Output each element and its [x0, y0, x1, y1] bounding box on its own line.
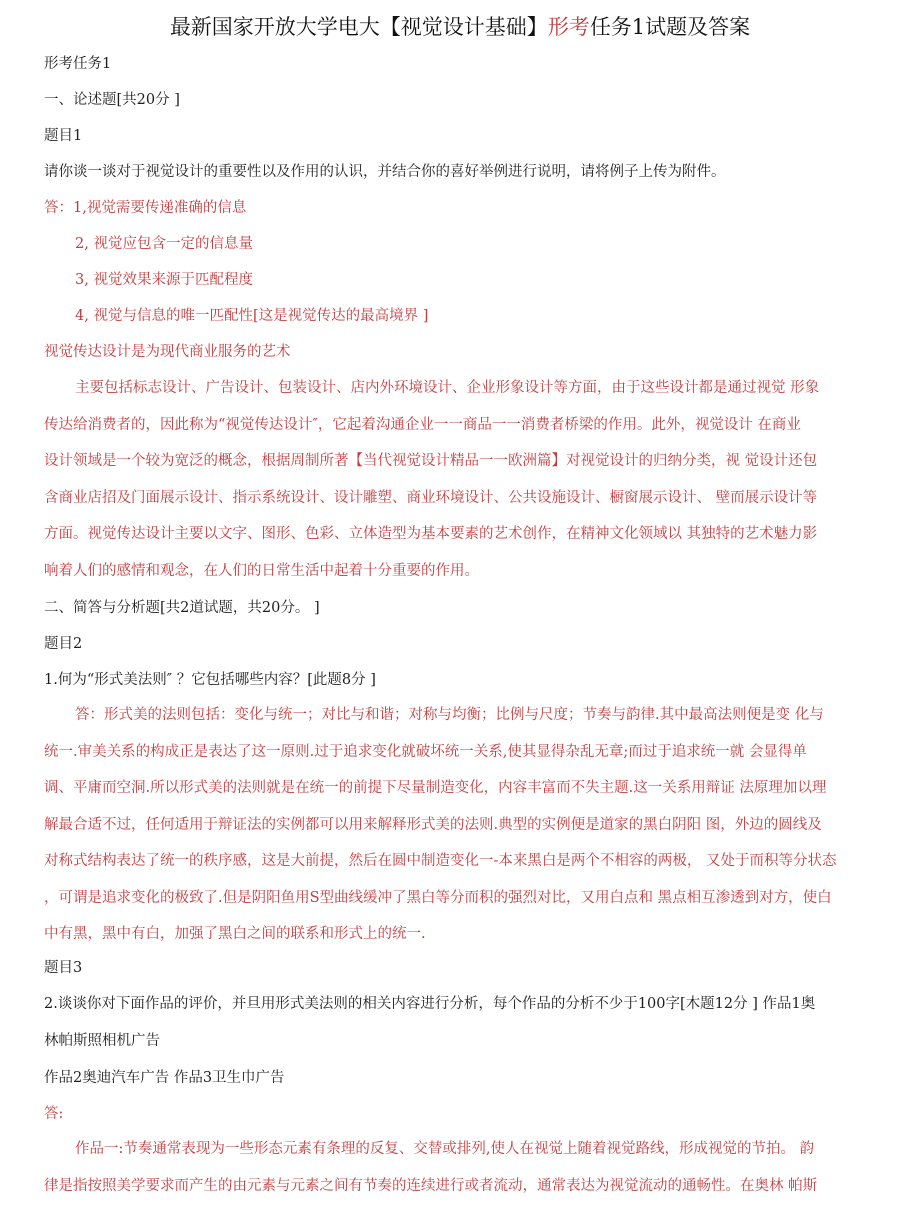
paragraph-line: 统一.审美关系的构成正是表达了这一原则.过于追求变化就破坏统一关系,使其显得杂乱无章;而过于追求统一就 会显得单: [44, 743, 807, 760]
question-2-label: 题目2: [44, 636, 83, 652]
answer-1-point-4: 4, 视觉与信息的唯一匹配性[这是视觉传达的最高境界 ]: [75, 308, 429, 324]
answer-2-paragraph: [44, 697, 880, 953]
section-1-heading: 一、论述题[共20分 ]: [44, 92, 180, 108]
question-1-label: 题目1: [44, 128, 83, 144]
paragraph-line: 中有黑，黑中有白，加强了黑白之间的联系和形式上的统一.: [44, 926, 426, 942]
paragraph-line: 解最合适不过，任何适用于辩证法的实例都可以用来解释形式美的法则.典型的实例便是道家的黑白阴阳 图，外边的圆线及: [44, 816, 822, 833]
task-header: 形考任务1: [44, 56, 112, 72]
question-3-works: 作品2奥迪汽车广告 作品3卫生巾广告: [44, 1070, 285, 1086]
paragraph-line: 律是指按照美学要求而产生的由元素与元素之间有节奏的连续进行或者流动，通常表达为视觉流动的通畅性。在奥林 帕斯: [44, 1177, 818, 1194]
paragraph-line: 调、平庸而空洞.所以形式美的法则就是在统一的前提下尽量制造变化，内容丰富而不失主题.这一关系用辩证 法原理加以理: [44, 780, 827, 796]
question-1-text: 请你谈一谈对于视觉设计的重要性以及作用的认识，并结合你的喜好举例进行说明，请将例子上传为附件。: [44, 164, 726, 180]
paragraph-line: 作品一:节奏通常表现为一些形态元素有条理的反复、交替或排列,使人在视觉上随着视觉路线，形成视觉的节拍。 韵: [75, 1141, 815, 1157]
paragraph-line: 设计领域是一个较为宽泛的概念，根据周制所著【当代视觉设计精品一一欧洲篇】对视觉设计的归纳分类，视 觉设计还包: [44, 453, 818, 469]
title-part-3: 任务1试题及答案: [589, 15, 751, 39]
paragraph-line: 方面。视觉传达设计主要以文字、图形、色彩、立体造型为基本要素的艺术创作，在精神文化领域以 其独特的艺术魅力影: [44, 526, 818, 542]
answer-3-label: 答:: [44, 1106, 64, 1122]
answer-3-paragraph: [44, 1131, 880, 1204]
answer-1-paragraph: [44, 370, 880, 589]
paragraph-line: 答：形式美的法则包括：变化与统一；对比与和谐；对称与均衡；比例与尺度；节奏与韵律.其中最高法则便是变 化与: [75, 707, 824, 723]
paragraph-line: ，可谓是追求变化的极致了.但是阴阳鱼用S型曲线缓冲了黑白等分而积的强烈对比，又用白点和 黑点相互渗透到对方，使白: [44, 889, 832, 906]
section-2-heading: 二、简答与分析题[共2道试题，共20分。 ]: [44, 600, 320, 616]
question-2-text: 1.何为“形式美法则″ ？它包括哪些内容？[此题8分 ]: [44, 672, 376, 688]
document-title: [0, 12, 920, 42]
question-3-text-line-2: 林帕斯照相机广告: [44, 1033, 160, 1049]
paragraph-line: 响着人们的感情和观念，在人们的日常生活中起着十分重要的作用。: [44, 562, 479, 579]
title-part-1: 最新国家开放大学电大【视觉设计基础】: [169, 15, 548, 39]
question-3-text-line-1: 2.谈谈你对下面作品的评价，并旦用形式美法则的相关内容进行分析，每个作品的分析不少于100字[木题12分 ] 作品1奥: [44, 996, 816, 1012]
paragraph-line: 含商业店招及门面展示设计、指示系统设计、设计雕塑、商业环境设计、公共设施设计、橱窗展示设计、 壁而展示设计等: [44, 489, 818, 506]
paragraph-line: 主要包括标志设计、广告设计、包装设计、店内外环境设计、企业形象设计等方面，由于这些设计都是通过视觉 形象: [75, 380, 820, 396]
paragraph-line: 传达给消费者的，因此称为“视觉传达设计″，它起着沟通企业一一商品一一消费者桥梁的作用。此外，视觉设计 在商业: [44, 416, 801, 433]
title-part-2: 形考: [547, 15, 590, 39]
answer-1-point-2: 2, 视觉应包含一定的信息量: [75, 236, 253, 252]
answer-1-point-3: 3, 视觉效果来源于匹配程度: [75, 272, 253, 288]
answer-1-point-1: 答：1,视觉需要传递准确的信息: [44, 200, 247, 216]
paragraph-line: 对称式结构表达了统一的秩序感，这是大前提，然后在圆中制造变化一-本来黑白是两个不相容的两极， 又处于而积等分状态: [44, 853, 837, 869]
answer-1-heading: 视觉传达设计是为现代商业服务的艺术: [44, 344, 291, 360]
question-3-label: 题目3: [44, 960, 83, 976]
